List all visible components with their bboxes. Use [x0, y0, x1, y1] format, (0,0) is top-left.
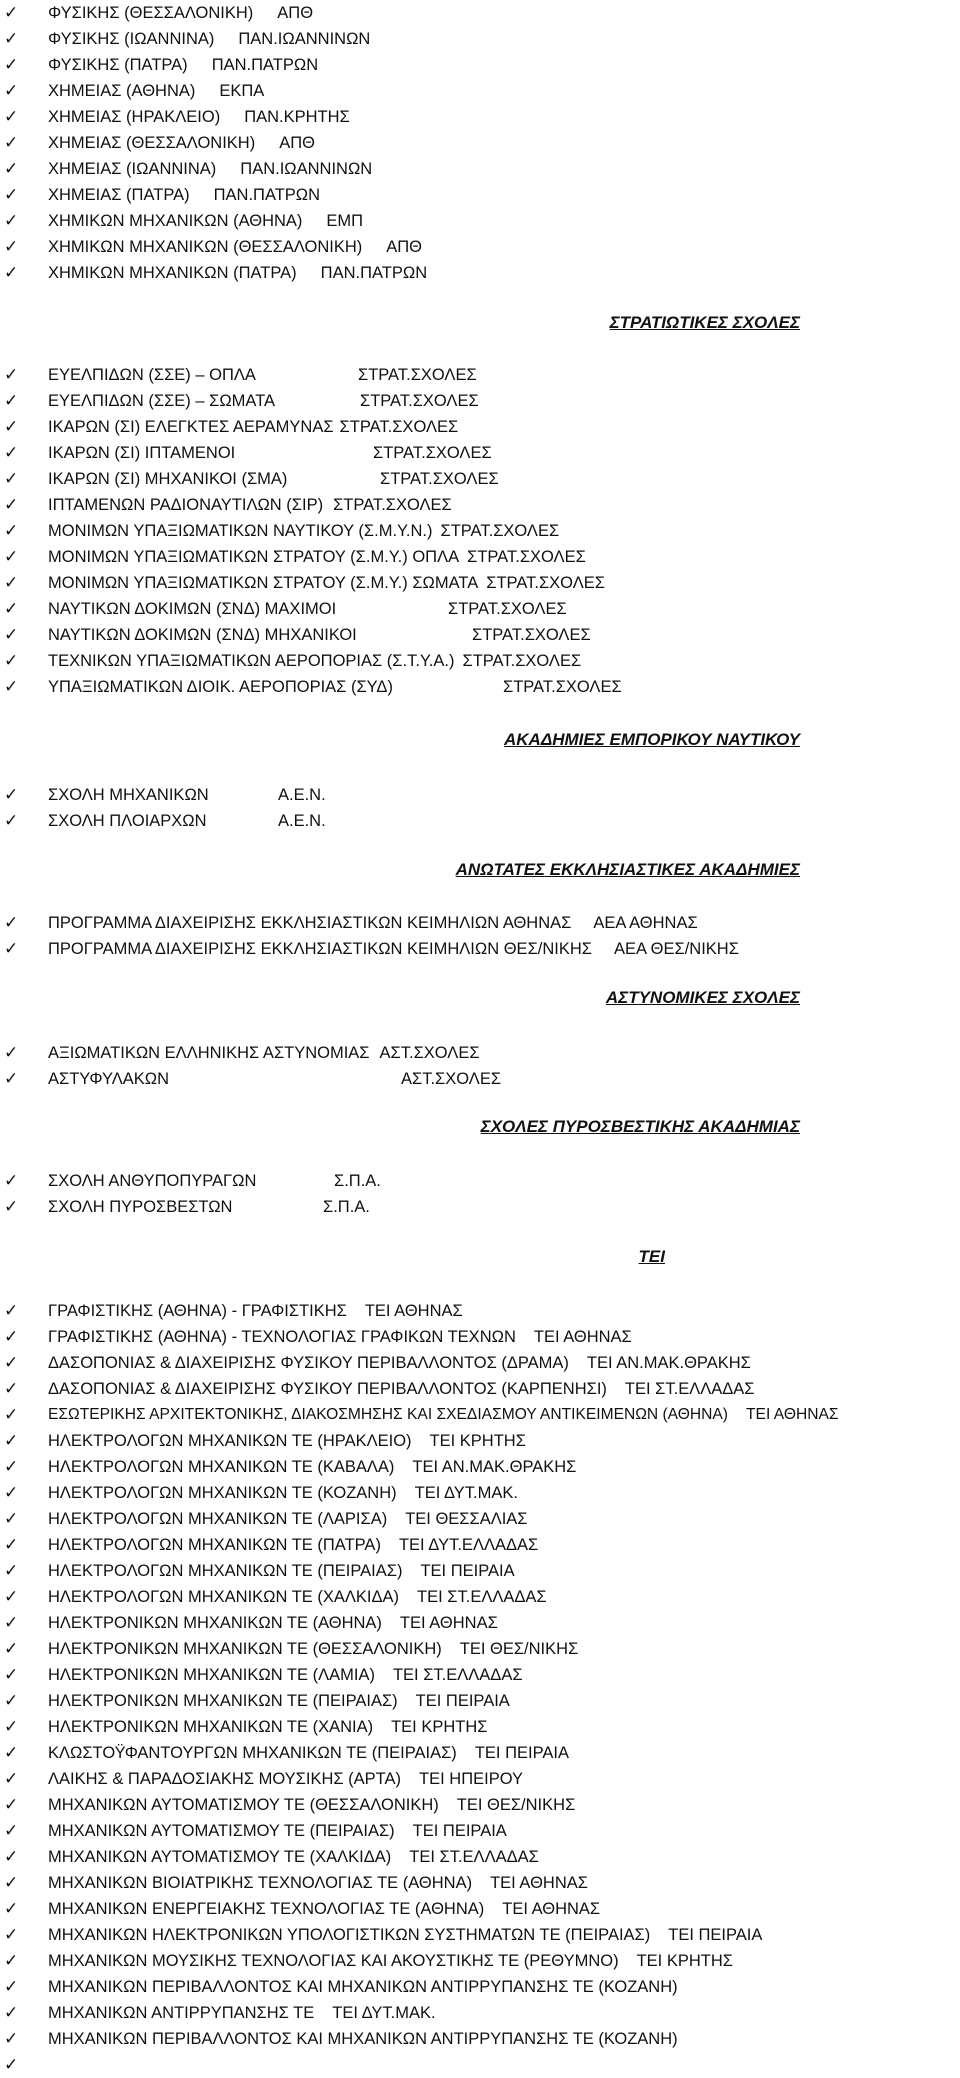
list-item	[0, 518, 960, 544]
item-institution: ΣΤΡΑΤ.ΣΧΟΛΕΣ	[462, 652, 582, 670]
list-item	[0, 182, 960, 208]
item-name: ΗΛΕΚΤΡΟΝΙΚΩΝ ΜΗΧΑΝΙΚΩΝ ΤΕ (ΠΕΙΡΑΙΑΣ)	[48, 1692, 398, 1710]
list-item	[0, 622, 960, 648]
item-name: ΜΟΝΙΜΩΝ ΥΠΑΞΙΩΜΑΤΙΚΩΝ ΣΤΡΑΤΟΥ (Σ.Μ.Υ.) ΣΩΜΑΤΑ	[48, 574, 479, 592]
list-item	[0, 1896, 960, 1922]
list-item	[0, 648, 960, 674]
list-item	[0, 570, 960, 596]
item-institution: ΕΜΠ	[326, 212, 364, 230]
list-item	[0, 1298, 960, 1324]
item-institution: ΑΕΑ ΑΘΗΝΑΣ	[593, 914, 698, 932]
item-institution: ΣΤΡΑΤ.ΣΧΟΛΕΣ	[380, 470, 499, 488]
list-item	[0, 26, 960, 52]
checkmark-icon: ✓	[4, 573, 19, 593]
list-item	[0, 1792, 960, 1818]
item-name: ΣΧΟΛΗ ΜΗΧΑΝΙΚΩΝ	[48, 786, 209, 804]
list-item	[0, 1922, 960, 1948]
checkmark-icon: ✓	[4, 1353, 19, 1373]
checkmark-icon: ✓	[4, 913, 19, 933]
item-name: ΜΗΧΑΝΙΚΩΝ ΑΥΤΟΜΑΤΙΣΜΟΥ ΤΕ (ΠΕΙΡΑΙΑΣ)	[48, 1822, 395, 1840]
list-item	[0, 1766, 960, 1792]
item-name: ΦΥΣΙΚΗΣ (ΙΩΑΝΝΙΝΑ)	[48, 30, 215, 48]
checkmark-icon: ✓	[4, 495, 19, 515]
item-name: ΜΗΧΑΝΙΚΩΝ ΒΙΟΙΑΤΡΙΚΗΣ ΤΕΧΝΟΛΟΓΙΑΣ ΤΕ (ΑΘΗΝΑ)	[48, 1874, 473, 1892]
item-name: ΗΛΕΚΤΡΟΝΙΚΩΝ ΜΗΧΑΝΙΚΩΝ ΤΕ (ΘΕΣΣΑΛΟΝΙΚΗ)	[48, 1640, 442, 1658]
item-institution: ΣΤΡΑΤ.ΣΧΟΛΕΣ	[472, 626, 591, 644]
item-institution: ΤΕΙ ΠΕΙΡΑΙΑ	[412, 1822, 507, 1840]
item-institution: ΤΕΙ ΑΘΗΝΑΣ	[533, 1328, 632, 1346]
list-item	[0, 1584, 960, 1610]
checkmark-icon: ✓	[4, 1795, 19, 1815]
checkmark-icon: ✓	[4, 1691, 19, 1711]
checkmark-icon: ✓	[4, 1561, 19, 1581]
item-institution: ΑΣΤ.ΣΧΟΛΕΣ	[379, 1044, 480, 1062]
item-institution: ΤΕΙ ΑΘΗΝΑΣ	[502, 1900, 601, 1918]
list-item	[0, 78, 960, 104]
item-name: ΧΗΜΙΚΩΝ ΜΗΧΑΝΙΚΩΝ (ΠΑΤΡΑ)	[48, 264, 297, 282]
item-name: ΔΑΣΟΠΟΝΙΑΣ & ΔΙΑΧΕΙΡΙΣΗΣ ΦΥΣΙΚΟΥ ΠΕΡΙΒΑΛΛΟΝΤΟΣ (ΔΡΑΜΑ)	[48, 1354, 569, 1372]
list-item	[0, 1636, 960, 1662]
item-name: ΛΑΙΚΗΣ & ΠΑΡΑΔΟΣΙΑΚΗΣ ΜΟΥΣΙΚΗΣ (ΑΡΤΑ)	[48, 1770, 402, 1788]
checkmark-icon: ✓	[4, 2055, 19, 2075]
list-item	[0, 104, 960, 130]
checkmark-icon: ✓	[4, 1483, 19, 1503]
item-institution: ΠΑΝ.ΠΑΤΡΩΝ	[213, 186, 321, 204]
item-name: ΚΛΩΣΤΟΫΦΑΝΤΟΥΡΓΩΝ ΜΗΧΑΝΙΚΩΝ ΤΕ (ΠΕΙΡΑΙΑΣ)	[48, 1744, 457, 1762]
item-name: ΗΛΕΚΤΡΟΝΙΚΩΝ ΜΗΧΑΝΙΚΩΝ ΤΕ (ΑΘΗΝΑ)	[48, 1614, 382, 1632]
item-institution: ΣΤΡΑΤ.ΣΧΟΛΕΣ	[440, 522, 560, 540]
checkmark-icon: ✓	[4, 391, 19, 411]
checkmark-icon: ✓	[4, 1509, 19, 1529]
checkmark-icon: ✓	[4, 599, 19, 619]
item-name: ΗΛΕΚΤΡΟΛΟΓΩΝ ΜΗΧΑΝΙΚΩΝ ΤΕ (ΚΟΖΑΝΗ)	[48, 1484, 397, 1502]
checkmark-icon: ✓	[4, 1457, 19, 1477]
item-name: ΕΥΕΛΠΙΔΩΝ (ΣΣΕ) – ΣΩΜΑΤΑ	[48, 392, 276, 410]
checkmark-icon: ✓	[4, 1535, 19, 1555]
checkmark-icon: ✓	[4, 1743, 19, 1763]
list-item	[0, 0, 960, 26]
checkmark-icon: ✓	[4, 1847, 19, 1867]
item-institution: ΤΕΙ ΣΤ.ΕΛΛΑΔΑΣ	[624, 1380, 755, 1398]
list-item	[0, 466, 960, 492]
list-item	[0, 1870, 960, 1896]
checkmark-icon: ✓	[4, 939, 19, 959]
checkmark-icon: ✓	[4, 1951, 19, 1971]
section-heading-military: ΣΤΡΑΤΙΩΤΙΚΕΣ ΣΧΟΛΕΣ	[609, 313, 800, 332]
item-institution: ΣΤΡΑΤ.ΣΧΟΛΕΣ	[373, 444, 492, 462]
checkmark-icon: ✓	[4, 237, 19, 257]
item-name: ΗΛΕΚΤΡΟΛΟΓΩΝ ΜΗΧΑΝΙΚΩΝ ΤΕ (ΠΑΤΡΑ)	[48, 1536, 381, 1554]
item-name: ΗΛΕΚΤΡΟΛΟΓΩΝ ΜΗΧΑΝΙΚΩΝ ΤΕ (ΚΑΒΑΛΑ)	[48, 1458, 395, 1476]
item-name: ΜΗΧΑΝΙΚΩΝ ΑΥΤΟΜΑΤΙΣΜΟΥ ΤΕ (ΘΕΣΣΑΛΟΝΙΚΗ)	[48, 1796, 439, 1814]
checkmark-icon: ✓	[4, 1431, 19, 1451]
item-name: ΓΡΑΦΙΣΤΙΚΗΣ (ΑΘΗΝΑ) - ΓΡΑΦΙΣΤΙΚΗΣ	[48, 1302, 347, 1320]
list-item	[0, 2026, 960, 2052]
list-item	[0, 2052, 960, 2078]
section-heading-police: ΑΣΤΥΝΟΜΙΚΕΣ ΣΧΟΛΕΣ	[605, 988, 800, 1007]
list-item	[0, 388, 960, 414]
item-institution: ΤΕΙ ΗΠΕΙΡΟΥ	[419, 1770, 524, 1788]
list-item	[0, 1402, 960, 1428]
item-institution: Σ.Π.Α.	[323, 1198, 370, 1216]
section-heading-fire-academy: ΣΧΟΛΕΣ ΠΥΡΟΣΒΕΣΤΙΚΗΣ ΑΚΑΔΗΜΙΑΣ	[480, 1117, 800, 1136]
item-name: ΠΡΟΓΡΑΜΜΑ ΔΙΑΧΕΙΡΙΣΗΣ ΕΚΚΛΗΣΙΑΣΤΙΚΩΝ ΚΕΙΜΗΛΙΩΝ ΘΕΣ/ΝΙΚΗΣ	[48, 940, 592, 958]
list-item	[0, 1844, 960, 1870]
item-name: ΜΗΧΑΝΙΚΩΝ ΠΕΡΙΒΑΛΛΟΝΤΟΣ ΚΑΙ ΜΗΧΑΝΙΚΩΝ ΑΝΤΙΡΡΥΠΑΝΣΗΣ ΤΕ (ΚΟΖΑΝΗ)	[48, 1978, 678, 1996]
item-name: ΗΛΕΚΤΡΟΛΟΓΩΝ ΜΗΧΑΝΙΚΩΝ ΤΕ (ΧΑΛΚΙΔΑ)	[48, 1588, 400, 1606]
list-item	[0, 492, 960, 518]
list-item	[0, 1610, 960, 1636]
item-name: ΗΛΕΚΤΡΟΝΙΚΩΝ ΜΗΧΑΝΙΚΩΝ ΤΕ (ΧΑΝΙΑ)	[48, 1718, 374, 1736]
item-name: ΑΣΤΥΦΥΛΑΚΩΝ	[48, 1070, 170, 1088]
checkmark-icon: ✓	[4, 211, 19, 231]
checkmark-icon: ✓	[4, 2029, 19, 2049]
item-name: ΧΗΜΕΙΑΣ (ΠΑΤΡΑ)	[48, 186, 190, 204]
item-name: ΣΧΟΛΗ ΠΥΡΟΣΒΕΣΤΩΝ	[48, 1198, 233, 1216]
item-institution: ΠΑΝ.ΚΡΗΤΗΣ	[244, 108, 350, 126]
item-institution: ΣΤΡΑΤ.ΣΧΟΛΕΣ	[339, 418, 459, 436]
list-item	[0, 1376, 960, 1402]
item-name: ΧΗΜΕΙΑΣ (ΗΡΑΚΛΕΙΟ)	[48, 108, 221, 126]
item-institution: ΣΤΡΑΤ.ΣΧΟΛΕΣ	[486, 574, 605, 592]
section-fire-academy	[0, 1168, 960, 1220]
checkmark-icon: ✓	[4, 2003, 19, 2023]
list-item	[0, 1532, 960, 1558]
item-institution: ΤΕΙ ΔΥΤ.ΜΑΚ.	[414, 1484, 518, 1502]
item-name: ΕΥΕΛΠΙΔΩΝ (ΣΣΕ) – ΟΠΛΑ	[48, 366, 256, 384]
item-institution: ΤΕΙ ΘΕΣ/ΝΙΚΗΣ	[456, 1796, 576, 1814]
item-institution: ΤΕΙ ΑΝ.ΜΑΚ.ΘΡΑΚΗΣ	[412, 1458, 577, 1476]
list-item	[0, 782, 960, 808]
item-name: ΙΚΑΡΩΝ (ΣΙ) ΙΠΤΑΜΕΝΟΙ	[48, 444, 236, 462]
list-item	[0, 1480, 960, 1506]
list-item	[0, 1740, 960, 1766]
item-name: ΜΗΧΑΝΙΚΩΝ ΕΝΕΡΓΕΙΑΚΗΣ ΤΕΧΝΟΛΟΓΙΑΣ ΤΕ (ΑΘΗΝΑ)	[48, 1900, 485, 1918]
checkmark-icon: ✓	[4, 133, 19, 153]
item-name: ΧΗΜΕΙΑΣ (ΑΘΗΝΑ)	[48, 82, 196, 100]
list-item	[0, 362, 960, 388]
list-item	[0, 596, 960, 622]
list-item	[0, 1662, 960, 1688]
item-institution: ΤΕΙ ΑΝ.ΜΑΚ.ΘΡΑΚΗΣ	[586, 1354, 751, 1372]
section-tei	[0, 1298, 960, 2078]
item-institution: ΤΕΙ ΠΕΙΡΑΙΑ	[668, 1926, 763, 1944]
checkmark-icon: ✓	[4, 1043, 19, 1063]
checkmark-icon: ✓	[4, 1665, 19, 1685]
checkmark-icon: ✓	[4, 1613, 19, 1633]
item-institution: ΤΕΙ ΘΕΣΣΑΛΙΑΣ	[405, 1510, 528, 1528]
item-name: ΜΟΝΙΜΩΝ ΥΠΑΞΙΩΜΑΤΙΚΩΝ ΝΑΥΤΙΚΟΥ (Σ.Μ.Υ.Ν.)	[48, 522, 433, 540]
item-name: ΧΗΜΙΚΩΝ ΜΗΧΑΝΙΚΩΝ (ΑΘΗΝΑ)	[48, 212, 303, 230]
list-item	[0, 1324, 960, 1350]
item-institution: ΤΕΙ ΣΤ.ΕΛΛΑΔΑΣ	[417, 1588, 547, 1606]
item-institution: ΤΕΙ ΘΕΣ/ΝΙΚΗΣ	[459, 1640, 579, 1658]
section-ecclesiastical	[0, 910, 960, 962]
item-name: ΥΠΑΞΙΩΜΑΤΙΚΩΝ ΔΙΟΙΚ. ΑΕΡΟΠΟΡΙΑΣ (ΣΥΔ)	[48, 678, 393, 696]
list-item	[0, 156, 960, 182]
item-institution: ΤΕΙ ΔΥΤ.ΕΛΛΑΔΑΣ	[398, 1536, 539, 1554]
checkmark-icon: ✓	[4, 365, 19, 385]
item-name: ΦΥΣΙΚΗΣ (ΘΕΣΣΑΛΟΝΙΚΗ)	[48, 4, 254, 22]
list-item	[0, 1454, 960, 1480]
item-institution: Α.Ε.Ν.	[278, 786, 326, 804]
checkmark-icon: ✓	[4, 159, 19, 179]
item-name: ΠΡΟΓΡΑΜΜΑ ΔΙΑΧΕΙΡΙΣΗΣ ΕΚΚΛΗΣΙΑΣΤΙΚΩΝ ΚΕΙΜΗΛΙΩΝ ΑΘΗΝΑΣ	[48, 914, 572, 932]
checkmark-icon: ✓	[4, 651, 19, 671]
item-institution: ΤΕΙ ΑΘΗΝΑΣ	[399, 1614, 498, 1632]
item-institution: ΑΠΘ	[279, 134, 315, 152]
item-institution: ΣΤΡΑΤ.ΣΧΟΛΕΣ	[448, 600, 567, 618]
item-name: ΜΗΧΑΝΙΚΩΝ ΜΟΥΣΙΚΗΣ ΤΕΧΝΟΛΟΓΙΑΣ ΚΑΙ ΑΚΟΥΣΤΙΚΗΣ ΤΕ (ΡΕΘΥΜΝΟ)	[48, 1952, 619, 1970]
checkmark-icon: ✓	[4, 1899, 19, 1919]
item-institution: ΤΕΙ ΑΘΗΝΑΣ	[746, 1406, 839, 1423]
list-item	[0, 1066, 960, 1092]
item-institution: ΤΕΙ ΔΥΤ.ΜΑΚ.	[332, 2004, 436, 2022]
section-police	[0, 1040, 960, 1092]
item-institution: ΣΤΡΑΤ.ΣΧΟΛΕΣ	[358, 366, 477, 384]
list-item	[0, 440, 960, 466]
section-universities	[0, 0, 960, 286]
checkmark-icon: ✓	[4, 811, 19, 831]
list-item	[0, 1168, 960, 1194]
checkmark-icon: ✓	[4, 1639, 19, 1659]
list-item	[0, 1818, 960, 1844]
item-name: ΝΑΥΤΙΚΩΝ ΔΟΚΙΜΩΝ (ΣΝΔ) ΜΗΧΑΝΙΚΟΙ	[48, 626, 357, 644]
item-name: ΜΗΧΑΝΙΚΩΝ ΑΥΤΟΜΑΤΙΣΜΟΥ ΤΕ (ΧΑΛΚΙΔΑ)	[48, 1848, 392, 1866]
item-institution: ΕΚΠΑ	[219, 82, 265, 100]
item-institution: ΤΕΙ ΣΤ.ΕΛΛΑΔΑΣ	[392, 1666, 523, 1684]
list-item	[0, 1714, 960, 1740]
checkmark-icon: ✓	[4, 1769, 19, 1789]
item-name: ΗΛΕΚΤΡΟΛΟΓΩΝ ΜΗΧΑΝΙΚΩΝ ΤΕ (ΗΡΑΚΛΕΙΟ)	[48, 1432, 412, 1450]
section-heading-ecclesiastical: ΑΝΩΤΑΤΕΣ ΕΚΚΛΗΣΙΑΣΤΙΚΕΣ ΑΚΑΔΗΜΙΕΣ	[455, 860, 800, 879]
checkmark-icon: ✓	[4, 521, 19, 541]
list-item	[0, 808, 960, 834]
item-institution: ΠΑΝ.ΙΩΑΝΝΙΝΩΝ	[240, 160, 373, 178]
checkmark-icon: ✓	[4, 1587, 19, 1607]
item-name: ΦΥΣΙΚΗΣ (ΠΑΤΡΑ)	[48, 56, 188, 74]
item-institution: ΤΕΙ ΚΡΗΤΗΣ	[636, 1952, 733, 1970]
list-item	[0, 1974, 960, 2000]
section-military	[0, 362, 960, 700]
checkmark-icon: ✓	[4, 1405, 19, 1425]
list-item	[0, 208, 960, 234]
checkmark-icon: ✓	[4, 263, 19, 283]
item-name: ΣΧΟΛΗ ΑΝΘΥΠΟΠΥΡΑΓΩΝ	[48, 1172, 257, 1190]
list-item	[0, 1558, 960, 1584]
item-institution: ΑΠΘ	[386, 238, 423, 256]
item-name: ΑΞΙΩΜΑΤΙΚΩΝ ΕΛΛΗΝΙΚΗΣ ΑΣΤΥΝΟΜΙΑΣ	[48, 1044, 370, 1062]
item-institution: ΠΑΝ.ΠΑΤΡΩΝ	[211, 56, 319, 74]
checkmark-icon: ✓	[4, 3, 19, 23]
item-institution: ΑΕΑ ΘΕΣ/ΝΙΚΗΣ	[613, 940, 739, 958]
item-institution: ΣΤΡΑΤ.ΣΧΟΛΕΣ	[503, 678, 622, 696]
list-item	[0, 1040, 960, 1066]
checkmark-icon: ✓	[4, 785, 19, 805]
item-name: ΗΛΕΚΤΡΟΛΟΓΩΝ ΜΗΧΑΝΙΚΩΝ ΤΕ (ΠΕΙΡΑΙΑΣ)	[48, 1562, 403, 1580]
item-institution: ΣΤΡΑΤ.ΣΧΟΛΕΣ	[333, 496, 452, 514]
item-institution: ΣΤΡΑΤ.ΣΧΟΛΕΣ	[360, 392, 479, 410]
checkmark-icon: ✓	[4, 1821, 19, 1841]
checkmark-icon: ✓	[4, 107, 19, 127]
item-name: ΣΧΟΛΗ ΠΛΟΙΑΡΧΩΝ	[48, 812, 207, 830]
item-name: ΙΠΤΑΜΕΝΩΝ ΡΑΔΙΟΝΑΥΤΙΛΩΝ (ΣΙΡ)	[48, 496, 324, 514]
list-item	[0, 544, 960, 570]
item-institution: ΠΑΝ.ΠΑΤΡΩΝ	[320, 264, 428, 282]
section-heading-tei: ΤΕΙ	[638, 1247, 665, 1266]
checkmark-icon: ✓	[4, 185, 19, 205]
item-name: ΜΗΧΑΝΙΚΩΝ ΗΛΕΚΤΡΟΝΙΚΩΝ ΥΠΟΛΟΓΙΣΤΙΚΩΝ ΣΥΣΤΗΜΑΤΩΝ ΤΕ (ΠΕΙΡΑΙΑΣ)	[48, 1926, 651, 1944]
item-name: ΧΗΜΙΚΩΝ ΜΗΧΑΝΙΚΩΝ (ΘΕΣΣΑΛΟΝΙΚΗ)	[48, 238, 363, 256]
section-merchant-navy	[0, 782, 960, 834]
item-institution: ΣΤΡΑΤ.ΣΧΟΛΕΣ	[467, 548, 586, 566]
item-institution: ΤΕΙ ΠΕΙΡΑΙΑ	[420, 1562, 515, 1580]
item-name: ΗΛΕΚΤΡΟΛΟΓΩΝ ΜΗΧΑΝΙΚΩΝ ΤΕ (ΛΑΡΙΣΑ)	[48, 1510, 388, 1528]
list-item	[0, 2000, 960, 2026]
item-name: ΧΗΜΕΙΑΣ (ΘΕΣΣΑΛΟΝΙΚΗ)	[48, 134, 256, 152]
item-name: ΙΚΑΡΩΝ (ΣΙ) ΕΛΕΓΚΤΕΣ ΑΕΡΑΜΥΝΑΣ	[48, 418, 334, 436]
item-name: ΙΚΑΡΩΝ (ΣΙ) ΜΗΧΑΝΙΚΟΙ (ΣΜΑ)	[48, 470, 288, 488]
list-item	[0, 1506, 960, 1532]
item-institution: ΠΑΝ.ΙΩΑΝΝΙΝΩΝ	[238, 30, 371, 48]
checkmark-icon: ✓	[4, 55, 19, 75]
checkmark-icon: ✓	[4, 1873, 19, 1893]
list-item	[0, 910, 960, 936]
item-name: ΧΗΜΕΙΑΣ (ΙΩΑΝΝΙΝΑ)	[48, 160, 217, 178]
item-institution: ΤΕΙ ΑΘΗΝΑΣ	[490, 1874, 588, 1892]
item-institution: Α.Ε.Ν.	[278, 812, 326, 830]
checkmark-icon: ✓	[4, 29, 19, 49]
item-institution: ΤΕΙ ΑΘΗΝΑΣ	[364, 1302, 463, 1320]
item-institution: ΤΕΙ ΠΕΙΡΑΙΑ	[474, 1744, 569, 1762]
list-item	[0, 1948, 960, 1974]
checkmark-icon: ✓	[4, 1301, 19, 1321]
checkmark-icon: ✓	[4, 677, 19, 697]
checkmark-icon: ✓	[4, 417, 19, 437]
item-institution: ΤΕΙ ΣΤ.ΕΛΛΑΔΑΣ	[409, 1848, 539, 1866]
item-name: ΝΑΥΤΙΚΩΝ ΔΟΚΙΜΩΝ (ΣΝΔ) ΜΑΧΙΜΟΙ	[48, 600, 337, 618]
checkmark-icon: ✓	[4, 1925, 19, 1945]
list-item	[0, 936, 960, 962]
list-item	[0, 130, 960, 156]
checkmark-icon: ✓	[4, 1977, 19, 1997]
checkmark-icon: ✓	[4, 1197, 19, 1217]
checkmark-icon: ✓	[4, 547, 19, 567]
checkmark-icon: ✓	[4, 81, 19, 101]
list-item	[0, 1428, 960, 1454]
checkmark-icon: ✓	[4, 1171, 19, 1191]
item-institution: ΤΕΙ ΚΡΗΤΗΣ	[429, 1432, 526, 1450]
list-item	[0, 260, 960, 286]
checkmark-icon: ✓	[4, 1717, 19, 1737]
item-name: ΜΟΝΙΜΩΝ ΥΠΑΞΙΩΜΑΤΙΚΩΝ ΣΤΡΑΤΟΥ (Σ.Μ.Υ.) ΟΠΛΑ	[48, 548, 460, 566]
list-item	[0, 1350, 960, 1376]
item-name: ΗΛΕΚΤΡΟΝΙΚΩΝ ΜΗΧΑΝΙΚΩΝ ΤΕ (ΛΑΜΙΑ)	[48, 1666, 375, 1684]
item-name: ΔΑΣΟΠΟΝΙΑΣ & ΔΙΑΧΕΙΡΙΣΗΣ ΦΥΣΙΚΟΥ ΠΕΡΙΒΑΛΛΟΝΤΟΣ (ΚΑΡΠΕΝΗΣΙ)	[48, 1380, 607, 1398]
item-name: ΤΕΧΝΙΚΩΝ ΥΠΑΞΙΩΜΑΤΙΚΩΝ ΑΕΡΟΠΟΡΙΑΣ (Σ.Τ.Υ.Α.)	[48, 652, 455, 670]
item-institution: ΑΠΘ	[277, 4, 314, 22]
item-name: ΜΗΧΑΝΙΚΩΝ ΠΕΡΙΒΑΛΛΟΝΤΟΣ ΚΑΙ ΜΗΧΑΝΙΚΩΝ ΑΝΤΙΡΡΥΠΑΝΣΗΣ ΤΕ (ΚΟΖΑΝΗ)	[48, 2030, 678, 2048]
checkmark-icon: ✓	[4, 1379, 19, 1399]
list-item	[0, 1688, 960, 1714]
checkmark-icon: ✓	[4, 625, 19, 645]
item-institution: ΑΣΤ.ΣΧΟΛΕΣ	[401, 1070, 502, 1088]
item-name: ΕΣΩΤΕΡΙΚΗΣ ΑΡΧΙΤΕΚΤΟΝΙΚΗΣ, ΔΙΑΚΟΣΜΗΣΗΣ ΚΑΙ ΣΧΕΔΙΑΣΜΟΥ ΑΝΤΙΚΕΙΜΕΝΩΝ (ΑΘΗΝΑ)	[48, 1406, 729, 1423]
item-institution: ΤΕΙ ΚΡΗΤΗΣ	[391, 1718, 488, 1736]
list-item	[0, 1194, 960, 1220]
checkmark-icon: ✓	[4, 443, 19, 463]
list-item	[0, 674, 960, 700]
checkmark-icon: ✓	[4, 1069, 19, 1089]
item-institution: ΤΕΙ ΠΕΙΡΑΙΑ	[415, 1692, 510, 1710]
list-item	[0, 234, 960, 260]
checkmark-icon: ✓	[4, 1327, 19, 1347]
item-name: ΓΡΑΦΙΣΤΙΚΗΣ (ΑΘΗΝΑ) - ΤΕΧΝΟΛΟΓΙΑΣ ΓΡΑΦΙΚΩΝ ΤΕΧΝΩΝ	[48, 1328, 516, 1346]
list-item	[0, 414, 960, 440]
item-name: ΜΗΧΑΝΙΚΩΝ ΑΝΤΙΡΡΥΠΑΝΣΗΣ ΤΕ	[48, 2004, 315, 2022]
list-item	[0, 52, 960, 78]
checkmark-icon: ✓	[4, 469, 19, 489]
section-heading-merchant-navy: ΑΚΑΔΗΜΙΕΣ ΕΜΠΟΡΙΚΟΥ ΝΑΥΤΙΚΟΥ	[504, 730, 800, 749]
item-institution: Σ.Π.Α.	[334, 1172, 381, 1190]
